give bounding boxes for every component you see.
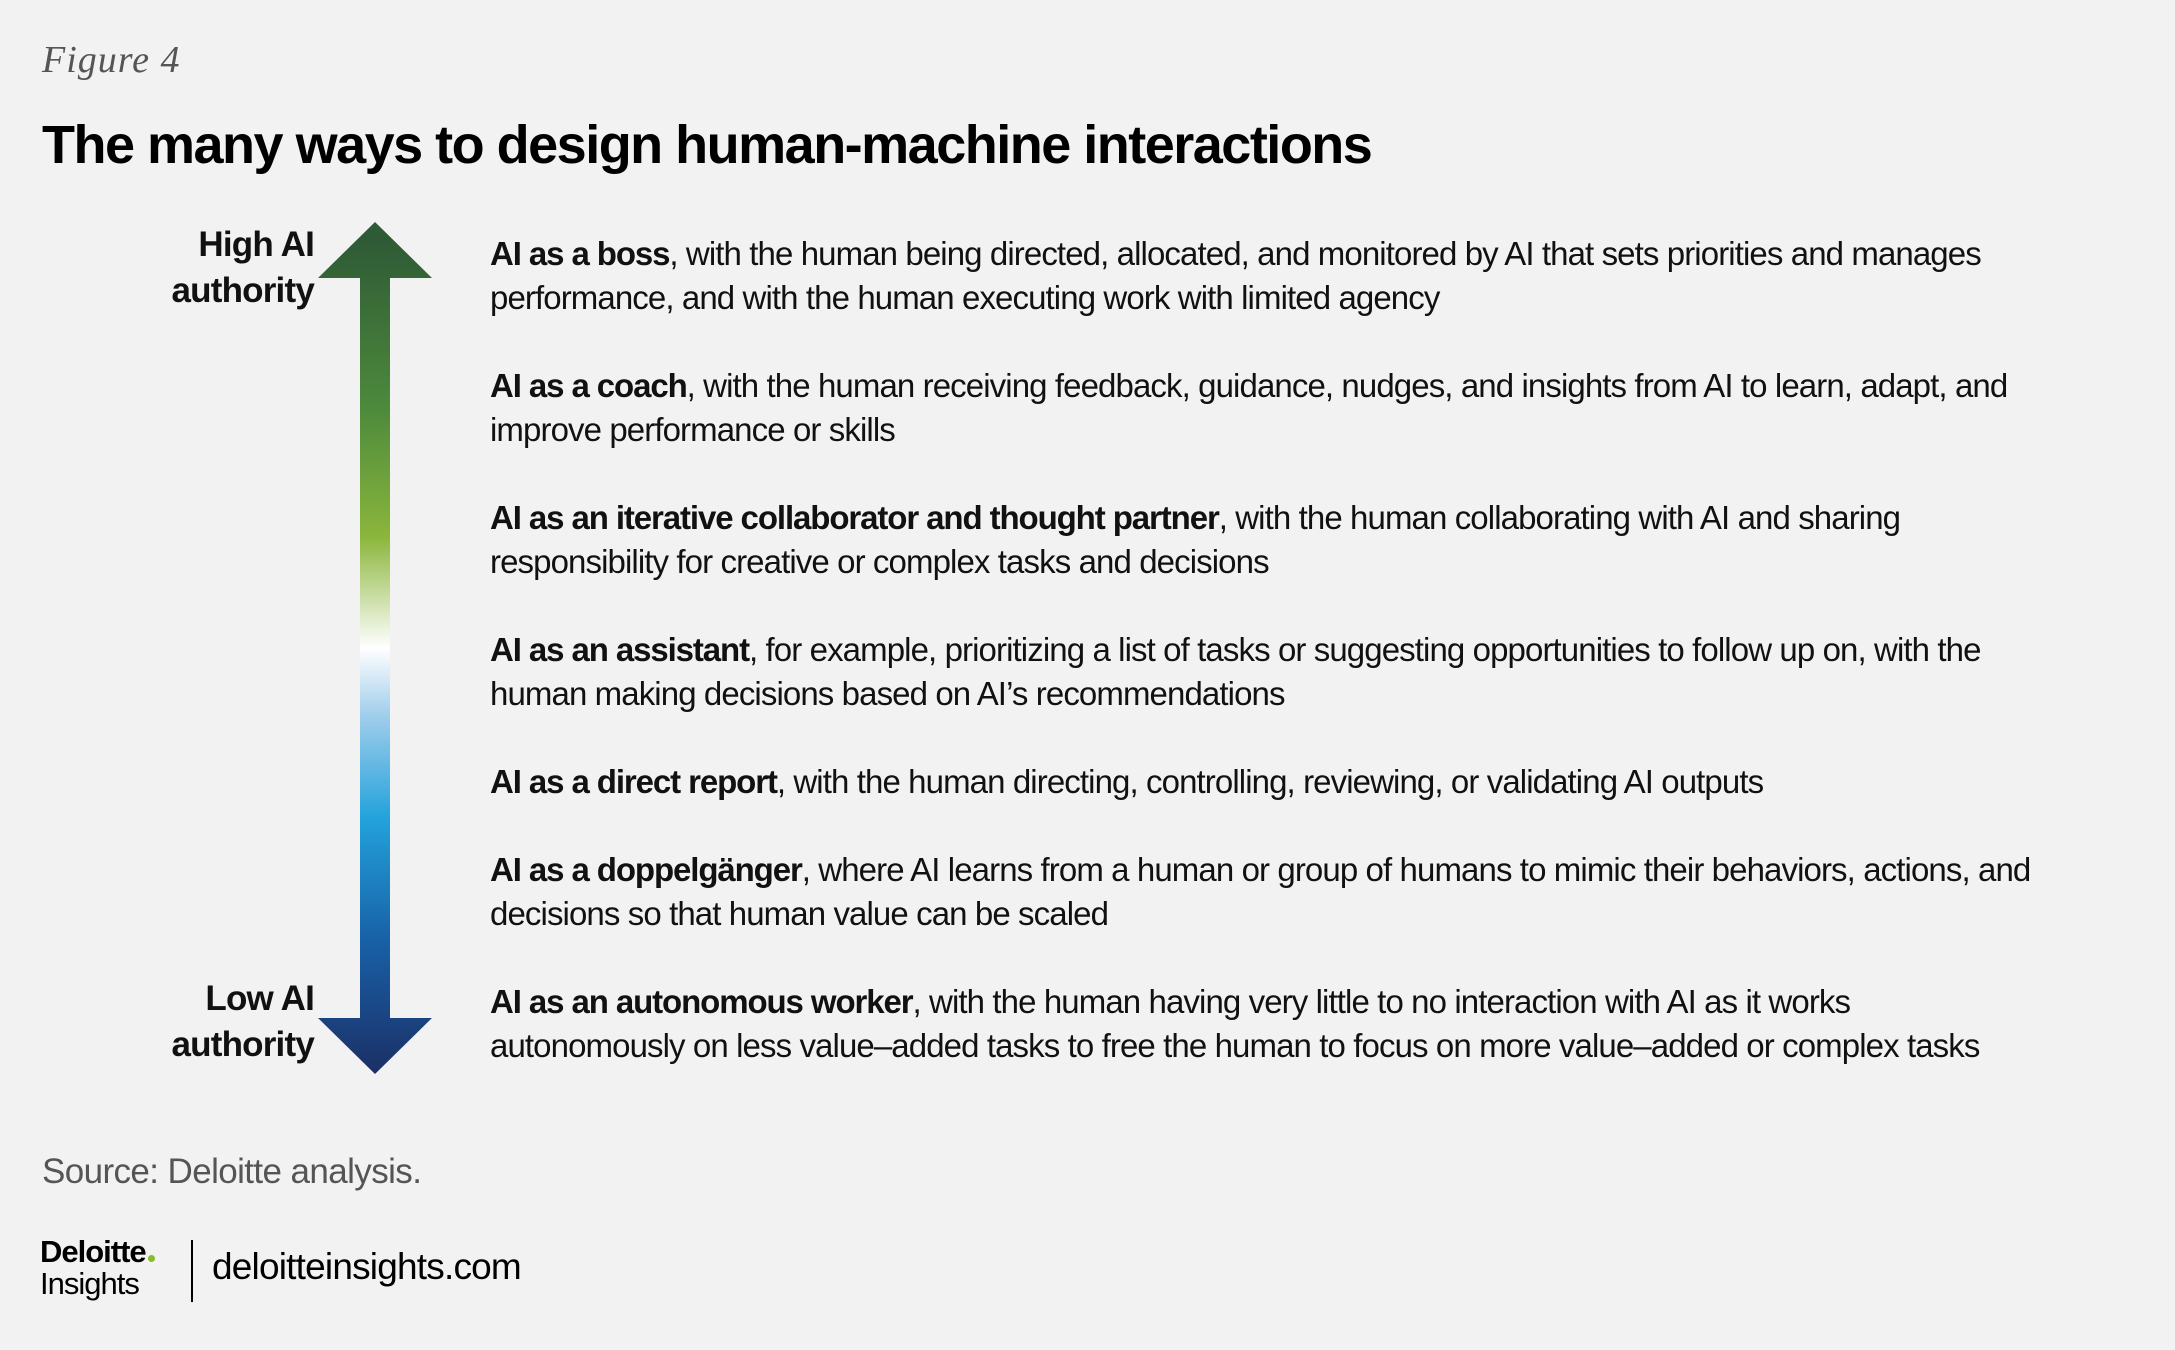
interaction-mode-item: [490, 232, 2050, 320]
low-authority-label-line2: authority: [171, 1025, 314, 1064]
deloitte-insights-logo: [40, 1234, 190, 1304]
interaction-mode-description: , for example, prioritizing a list of tasks or suggesting opportunities to follow up on, with the human making decisions based on AI’s recommendations: [490, 631, 1981, 712]
logo-wordmark: [40, 1234, 155, 1270]
interaction-mode-item: [490, 364, 2050, 452]
high-authority-label-line2: authority: [171, 271, 314, 310]
high-authority-label-line1: High AI: [198, 225, 314, 264]
interaction-mode-title: AI as a coach: [490, 367, 687, 404]
interaction-mode-title: AI as a direct report: [490, 763, 777, 800]
interaction-mode-title: AI as an assistant: [490, 631, 749, 668]
interaction-mode-title: AI as a doppelgänger: [490, 851, 802, 888]
authority-arrow-graphic: [318, 222, 432, 1074]
interaction-mode-description: , with the human collaborating with AI and sharing responsibility for creative or complex tasks and decisions: [490, 499, 1901, 580]
figure-title: The many ways to design human-machine interactions: [42, 115, 1372, 175]
authority-double-arrow: [318, 222, 432, 1074]
high-authority-label: [74, 222, 314, 314]
interaction-mode-item: [490, 628, 2050, 716]
logo-sub-text: Insights: [40, 1266, 139, 1301]
interaction-mode-item: [490, 760, 2050, 804]
logo-green-dot: [148, 1255, 155, 1262]
interaction-mode-item: [490, 496, 2050, 584]
logo-main-text: Deloitte: [40, 1234, 146, 1269]
interaction-mode-description: , with the human being directed, allocated, and monitored by AI that sets priorities and manages performance, and with the human executing work with limited agency: [490, 235, 1981, 316]
low-authority-label-line1: Low AI: [205, 979, 314, 1018]
double-headed-arrow-shape: [318, 222, 432, 1074]
footer-divider: [191, 1240, 193, 1302]
interaction-mode-description: , with the human having very little to no interaction with AI as it works autonomously on less value–added tasks to free the human to focus on more value–added or complex tasks: [490, 983, 1980, 1064]
interaction-mode-title: AI as an iterative collaborator and thought partner: [490, 499, 1219, 536]
interaction-mode-item: [490, 848, 2050, 936]
interaction-mode-title: AI as a boss: [490, 235, 670, 272]
site-link[interactable]: deloitteinsights.com: [212, 1246, 521, 1287]
interaction-mode-description: , with the human directing, controlling, reviewing, or validating AI outputs: [776, 763, 1764, 800]
figure-label: Figure 4: [42, 39, 181, 81]
low-authority-label: [74, 976, 314, 1068]
interaction-mode-description: , with the human receiving feedback, guidance, nudges, and insights from AI to learn, adapt, and improve performance or skills: [490, 367, 2008, 448]
source-note: Source: Deloitte analysis.: [42, 1152, 422, 1191]
interaction-mode-item: [490, 980, 2050, 1068]
interaction-mode-title: AI as an autonomous worker: [490, 983, 913, 1020]
interaction-mode-description: , where AI learns from a human or group of humans to mimic their behaviors, actions, and decisions so that human value can be scaled: [490, 851, 2031, 932]
